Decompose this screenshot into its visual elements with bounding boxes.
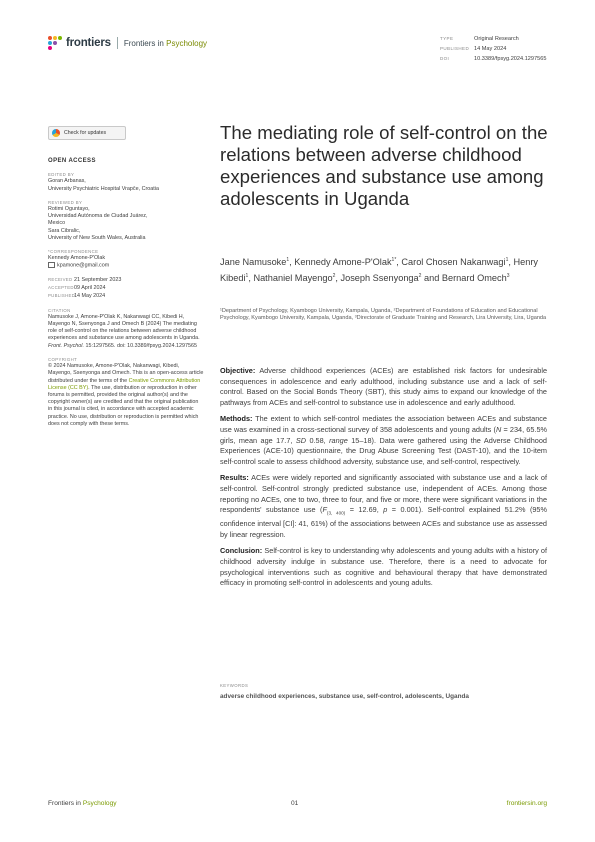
logo-divider (117, 37, 118, 49)
logo-dot (48, 41, 52, 45)
keywords-label: KEYWORDS (220, 683, 249, 688)
frontiers-logo-mark-icon (48, 36, 62, 50)
doi-link[interactable]: 10.3389/fpsyg.2024.1297565 (474, 56, 547, 62)
article-type: Original Research (474, 36, 519, 42)
correspondence: *CORRESPONDENCE Kennedy Amone-P'Olak kpamone@gmail.com (48, 248, 204, 270)
abstract-conclusion: Conclusion: Self-control is key to understanding why adolescents and young adults with a history of childhood adversity indulge in substance use. Therefore, there is a need to advocate for psychological interventions such as cognitive and behavioural therapy that have demonstrated efficacy in promoting self-control in adolescents and young adults. (220, 546, 548, 588)
sidebar-info (48, 158, 204, 434)
footer-journal: Frontiers in Psychology (48, 800, 117, 807)
abstract-objective: Objective: Adverse childhood experiences (ACEs) are established risk factors for undesirable consequences in adolescence and early adulthood, including substance use and a lack of self-control. Based on the Social Bonds Theory (SBT), this study aims to expand our knowledge of the pathways from ACEs and self-control to substance use in adolescence and early adulthood. (220, 366, 548, 407)
article-meta: TYPE Original Research PUBLISHED 14 May 2024 DOI 10.3389/fpsyg.2024.1297565 (440, 36, 547, 62)
logo-dot (48, 36, 52, 40)
footer-site-link[interactable]: frontiersin.org (506, 800, 547, 807)
crossmark-icon (52, 129, 60, 137)
edited-by: EDITED BY Goran Arbanas, University Psychiatric Hospital Vrapče, Croatia (48, 172, 159, 192)
author: Nathaniel Mayengo (253, 272, 333, 283)
logo-dot (53, 41, 57, 45)
copyright: COPYRIGHT © 2024 Namusoke, Amone-P'Olak, Nakanwagi, Kibedi, Mayengo, Ssenyonga and Omech. This is an open-access article distributed under the terms of the Creative Commons Attribution License (CC BY). The use, distribution or reproduction in other forums is permitted, provided the original author(s) and the copyright owner(s) are credited and that the original publication in this journal is cited, in accordance with accepted academic practice. No use, distribution or reproduction is permitted which does not comply with these terms. (48, 356, 204, 427)
logo-dot (58, 36, 62, 40)
author: Jane Namusoke (220, 257, 287, 268)
correspondence-email[interactable]: kpamone@gmail.com (48, 262, 204, 270)
published-date: 14 May 2024 (474, 46, 507, 52)
journal-name: Frontiers in Psychology (123, 38, 208, 48)
citation-doi[interactable]: doi: 10.3389/fpsyg.2024.1297565 (116, 342, 197, 349)
author: Joseph Ssenyonga (340, 272, 419, 283)
affiliations: ¹Department of Psychology, Kyambogo University, Kampala, Uganda, ²Department of Foundations of Education and Educational Psychology, Kyambogo University, Kampala, Uganda, ³Directorate of Graduate Training and Research, Lira University, Lira, Uganda (220, 308, 547, 322)
reviewed-by: REVIEWED BY Rotimi Oguntayo, Universidad Autónoma de Ciudad Juárez, Mexico Sara Cibralic, University of New South Wales, Australia (48, 199, 148, 241)
abstract-results: Results: ACEs were widely reported and significantly associated with substance use and a lack of self-control. Self-control strongly predicted substance use, independent of ACEs. Among those reporting no ACEs, one to two, three to four, and five or more, there were significant variations in the respondents' substance use ($F_{(3, 400)} = 12.69$, p = 0.001). Self-control explained 51.2% (95% confidence interval [CI]: 41, 61%) of the associations between ACEs and substance use as assessed by linear regression. (220, 473, 547, 539)
check-for-updates-button[interactable]: Check for updates (48, 126, 126, 140)
article-title: The mediating role of self-control on the relations between adverse childhood experiences and substance use among adolescents in Uganda (220, 122, 548, 209)
logo-dot (53, 36, 57, 40)
article-dates: RECEIVED 21 September 2023 ACCEPTED09 April 2024 PUBLISHED14 May 2024 (48, 277, 122, 300)
abstract-methods: Methods: The extent to which self-control mediates the association between ACEs and substance use was examined in a cross-sectional survey of 358 adolescents and young adults (N = 234, 65.5% girls, mean age 17.7, SD 0.58, range 15–18). Data were gathered using the Adverse Childhood Experiences (ACE-10) questionnaire, the Drug Abuse Screening Test (DAST-10), and the 10-item self-control scale to assess childhood adversity, substance use, and self-control, respectively. (220, 414, 547, 466)
author: Bernard Omech (441, 272, 507, 283)
cc-by-license-link[interactable]: Creative Commons Attribution License (CC BY) (48, 377, 201, 391)
keywords: adverse childhood experiences, substance use, self-control, adolescents, Uganda (220, 693, 469, 700)
logo-wordmark: frontiers (66, 37, 111, 49)
citation: CITATION Namusoke J, Amone-P'Olak K, Nakanwagi CC, Kibedi H, Mayengo N, Ssenyonga J and Omech B (2024) The mediating role of self-control on the relations between adverse childhood experiences and substance use among adolescents in Uganda. Front. Psychol. 15:1297565. doi: 10.3389/fpsyg.2024.1297565 (48, 307, 200, 349)
abstract (220, 366, 547, 595)
author: Kennedy Amone-P'Olak (294, 257, 392, 268)
mail-icon (48, 262, 55, 268)
frontiers-logo[interactable] (48, 35, 207, 51)
author: Henry Kibedi (220, 257, 538, 283)
open-access-label: OPEN ACCESS (48, 158, 96, 164)
author-list: Jane Namusoke$^1$, Kennedy Amone-P'Olak$^{1*}$, Carol Chosen Nakanwagi$^1$, Henry Kibedi$^1$, Nathaniel Mayengo$^2$, Joseph Ssenyonga$^2$ and Bernard Omech$^3$ (220, 257, 538, 283)
page-number: 01 (291, 800, 299, 807)
author: Carol Chosen Nakanwagi (401, 257, 506, 268)
logo-dot (48, 46, 52, 50)
